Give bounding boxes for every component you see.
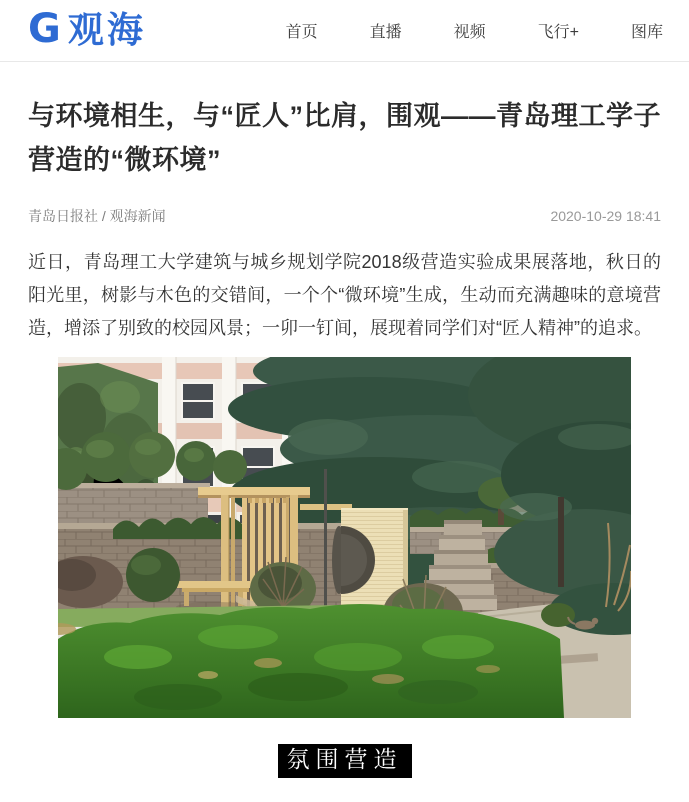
- logo-g-icon: G: [28, 5, 61, 52]
- article-photo: [58, 357, 631, 718]
- site-header: [0, 0, 689, 62]
- nav-item-home[interactable]: 首页: [285, 24, 318, 41]
- top-nav: [286, 19, 663, 42]
- article-title: 与环境相生，与“匠人”比肩，围观——青岛理工学子营造的“微环境”: [28, 101, 661, 175]
- article-meta: [28, 206, 661, 226]
- article-timestamp: 2020-10-29 18:41: [550, 208, 661, 224]
- article-paragraph: 近日，青岛理工大学建筑与城乡规划学院2018级营造实验成果展落地，秋日的阳光里，树影与木色的交错间，一个个“微环境”生成，生动而充满趣味的意境营造，增添了别致的校园风景；一卯一钉间，展现着同学们对“匠人精神”的追求。: [28, 252, 661, 338]
- photo-caption-badge: 氛围营造: [278, 744, 412, 778]
- nav-item-video[interactable]: 视频: [453, 24, 486, 41]
- campus-courtyard-photo: [58, 357, 631, 718]
- site-logo[interactable]: [28, 5, 146, 52]
- article: [0, 94, 689, 802]
- nav-item-gallery[interactable]: 图库: [630, 24, 663, 41]
- nav-item-live[interactable]: 直播: [369, 24, 402, 41]
- article-source: 青岛日报社 / 观海新闻: [28, 208, 166, 224]
- caption-wrap: [28, 744, 661, 778]
- nav-item-flight[interactable]: 飞行+: [537, 24, 579, 41]
- logo-site-name: 观海: [67, 9, 146, 51]
